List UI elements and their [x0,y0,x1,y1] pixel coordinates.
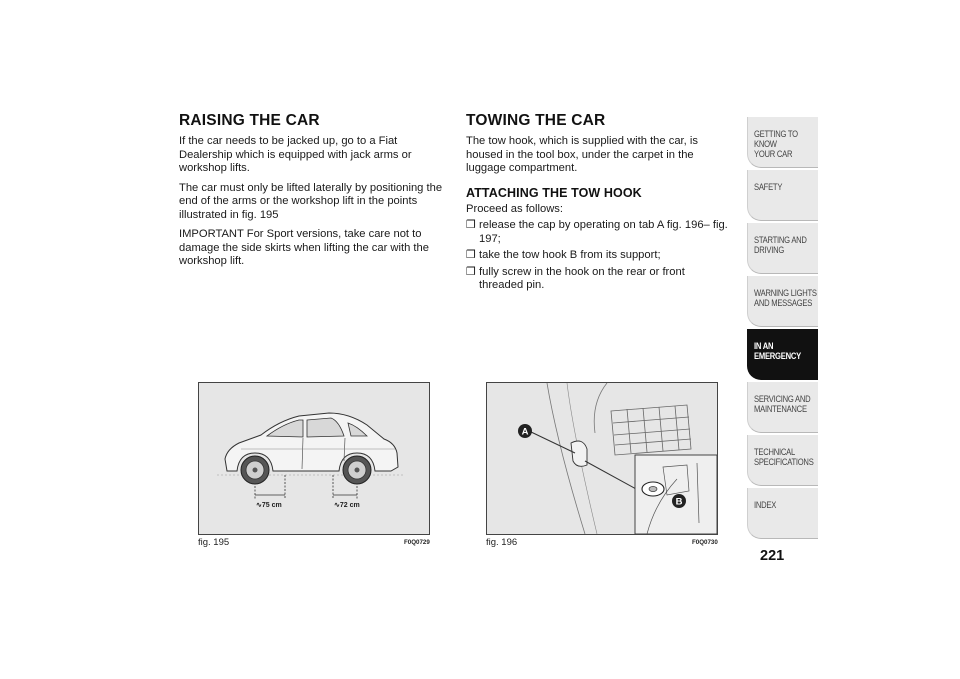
towing-title: TOWING THE CAR [466,112,606,129]
chapter-tabs [747,117,818,541]
tow-hook-subtitle: ATTACHING THE TOW HOOK [466,185,642,200]
bumper-illustration [487,383,717,534]
tab-technical-specifications[interactable]: TECHNICAL SPECIFICATIONS [747,435,818,486]
checkbox-icon: ❒ [466,219,476,231]
tow-hook-steps [466,219,728,293]
tab-index[interactable]: INDEX [747,488,818,539]
tab-safety[interactable]: SAFETY [747,170,818,221]
car-side-illustration [199,383,429,534]
step-item: ❒ take the tow hook B from its support; [466,249,661,261]
tab-warning-lights[interactable]: WARNING LIGHTS AND MESSAGES [747,276,818,327]
tab-starting-and-driving[interactable]: STARTING AND DRIVING [747,223,818,274]
checkbox-icon: ❒ [466,249,476,261]
raising-section [179,112,444,275]
figure-196-code: F0Q0730 [692,539,718,546]
dimension-front: ∿75 cm [256,502,282,509]
figure-196-caption: fig. 196 [486,537,518,548]
towing-section [466,112,728,296]
figure-195-caption: fig. 195 [198,537,230,548]
raising-title: RAISING THE CAR [179,112,320,129]
towing-paragraph-1: The tow hook, which is supplied with the car, is housed in the tool box, under the carpet in the luggage compartment. [466,135,698,174]
label-a: A [521,426,529,438]
raising-paragraph-3: IMPORTANT For Sport versions, take care not to damage the side skirts when lifting the car with the workshop lift. [179,228,429,267]
figure-195-code: F0Q0729 [404,539,430,546]
tab-in-an-emergency[interactable]: IN AN EMERGENCY [747,329,818,380]
label-b: B [675,496,683,508]
figure-195 [198,382,430,535]
figure-196 [486,382,718,535]
step-item: ❒ fully screw in the hook on the rear or front threaded pin. [466,265,685,291]
checkbox-icon: ❒ [466,265,476,278]
tab-getting-to-know-your-car[interactable]: GETTING TO KNOW YOUR CAR [747,117,818,168]
raising-paragraph-2: The car must only be lifted laterally by positioning the end of the arms or the workshop lift in the points illustrated in fig. 195 [179,181,443,221]
step-item: ❒ release the cap by operating on tab A fig. 196– fig. 197; [466,219,728,245]
tow-hook-intro: Proceed as follows: [466,202,564,215]
raising-paragraph-1: If the car needs to be jacked up, go to a Fiat Dealership which is equipped with jack arms or workshop lifts. [179,135,412,174]
page-number: 221 [760,548,785,564]
dimension-rear: ∿72 cm [334,502,360,509]
tab-servicing-and-maintenance[interactable]: SERVICING AND MAINTENANCE [747,382,818,433]
